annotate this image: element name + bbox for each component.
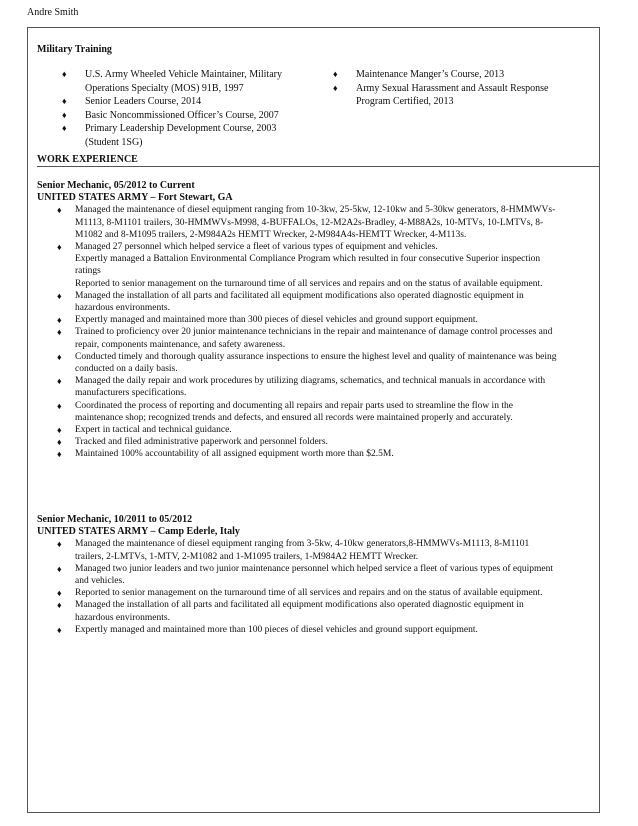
list-item: ♦ Managed the daily repair and work procedures by utilizing diagrams, schematics, and technical manuals in accordance with manufacturers specifications. xyxy=(37,375,557,399)
list-item: ♦ Managed the installation of all parts and facilitated all equipment modifications also operated diagnostic equipment in hazardous environments. xyxy=(37,290,557,314)
list-item: ♦ Army Sexual Harassment and Assault Response Program Certified, 2013 xyxy=(333,82,573,109)
job-entry-2 xyxy=(37,514,557,636)
list-item: ♦ Tracked and filed administrative paperwork and personnel folders. xyxy=(37,436,557,448)
sub-line: Reported to senior management on the turnaround time of all services and repairs and on the status of available equipment. xyxy=(75,278,543,289)
job-bullets xyxy=(37,538,557,636)
list-item: ♦ Reported to senior management on the turnaround time of all services and repairs and on the status of available equipment. xyxy=(37,587,557,599)
list-item: ♦ Managed two junior leaders and two junior maintenance personnel which helped service a fleet of various types of equipment and vehicles. xyxy=(37,563,557,587)
list-item: ♦ Primary Leadership Development Course, 2003 (Student 1SG) xyxy=(62,122,302,149)
job-title: Senior Mechanic, 05/2012 to Current xyxy=(37,180,195,191)
sub-line: Expertly managed a Battalion Environmental Compliance Program which resulted in four consecutive Superior inspection ratings xyxy=(75,254,541,277)
list-item: ♦ Trained to proficiency over 20 junior maintenance technicians in the repair and maintenance of damage control processes and repair, components maintenance, and safety awareness. xyxy=(37,326,557,350)
list-item: ♦ Maintenance Manger’s Course, 2013 xyxy=(333,68,573,82)
list-item: ♦ Basic Noncommissioned Officer’s Course, 2007 xyxy=(62,109,302,123)
list-item: ♦ Expert in tactical and technical guidance. xyxy=(37,424,557,436)
job-title: Senior Mechanic, 10/2011 to 05/2012 xyxy=(37,514,193,525)
list-item: ♦ Managed the maintenance of diesel equipment ranging from 10-3kw, 25-5kw, 12-10kw and 5-30kw generators, 8-HMMWVs-M1113, 8-M1101 trailers, 30-HMMWVs-M998, 4-BUFFALOs, 12-M2A2s-Bradley, 4-M88A2s, 10-MTVs, 10-LMTVs, 8-M1082 and 8-M1095 trailers, 2-M984A2s HEMTT Wrecker, 2-M984A4s-HEMTT Wrecker, 4-M113s. xyxy=(37,204,557,241)
job-entry-1 xyxy=(37,180,557,461)
list-item: ♦ Expertly managed and maintained more than 300 pieces of diesel vehicles and ground support equipment. xyxy=(37,314,557,326)
job-organization: UNITED STATES ARMY – Fort Stewart, GA xyxy=(37,192,233,204)
list-item: ♦ U.S. Army Wheeled Vehicle Maintainer, Military Operations Specialty (MOS) 91B, 1997 xyxy=(62,68,302,95)
work-experience-heading: WORK EXPERIENCE xyxy=(37,154,138,165)
list-item: ♦ Expertly managed and maintained more than 100 pieces of diesel vehicles and ground support equipment. xyxy=(37,624,557,636)
header-name: Andre Smith xyxy=(27,7,79,18)
list-item: ♦ Managed the maintenance of diesel equipment ranging from 3-5kw, 4-10kw generators,8-HMMWVs-M1113, 8-M1101 trailers, 2-LMTVs, 1-MTV, 2-M1082 and 1-M1095 trailers, 1-M984A2 HEMTT Wrecker. xyxy=(37,538,557,562)
job-organization: UNITED STATES ARMY – Camp Ederle, Italy xyxy=(37,526,240,538)
military-training-heading: Military Training xyxy=(37,44,112,55)
list-item: ♦ Conducted timely and thorough quality assurance inspections to ensure the highest level and quality of maintenance was being conducted on a daily basis. xyxy=(37,351,557,375)
list-item: ♦ Maintained 100% accountability of all assigned equipment worth more than $2.5M. xyxy=(37,448,557,460)
list-item: ♦ Managed the installation of all parts and facilitated all equipment modifications also operated diagnostic equipment in hazardous environments. xyxy=(37,599,557,623)
list-item xyxy=(37,241,557,290)
section-divider xyxy=(37,166,600,167)
list-item: ♦ Coordinated the process of reporting and documenting all repairs and repair parts used to streamline the flow in the maintenance shop; recognized trends and defects, and ensured all records were maintained properly and accurately. xyxy=(37,400,557,424)
military-training-right-list xyxy=(333,68,573,109)
list-item-text: Managed 27 personnel which helped service a fleet of various types of equipment and vehicles. xyxy=(75,242,438,253)
job-bullets xyxy=(37,204,557,460)
list-item: ♦ Senior Leaders Course, 2014 xyxy=(62,95,302,109)
military-training-left-list xyxy=(62,68,302,149)
